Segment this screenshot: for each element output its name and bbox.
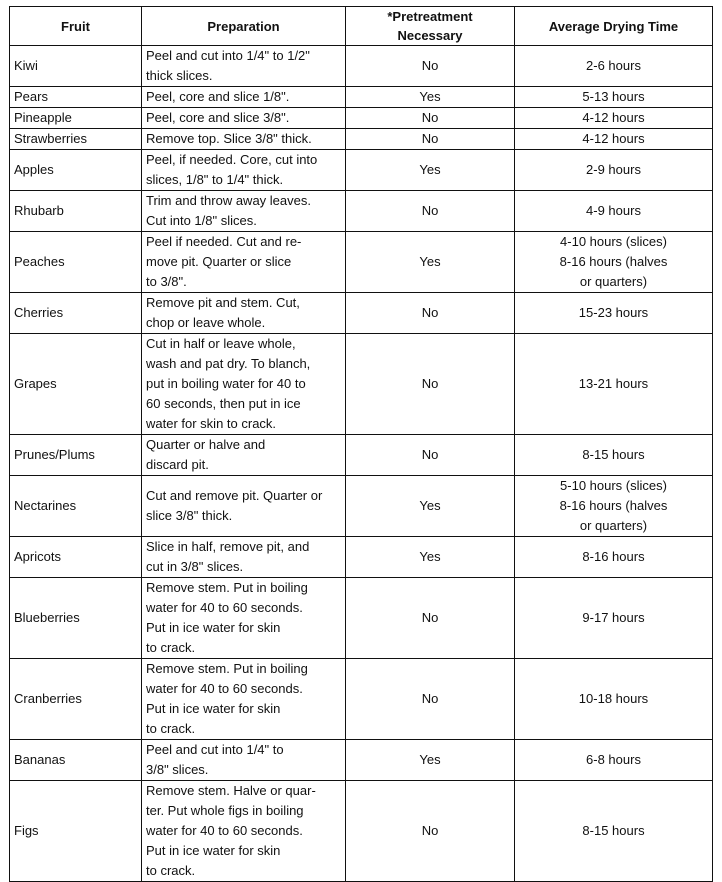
fruit-cell: Pineapple: [10, 108, 142, 129]
table-row: [10, 129, 713, 150]
preparation-cell: Remove stem. Halve or quar- ter. Put whole figs in boiling water for 40 to 60 seconds. Put in ice water for skin to crack.: [142, 781, 346, 882]
fruit-cell: Cranberries: [10, 659, 142, 740]
pretreatment-cell: Yes: [346, 537, 515, 578]
drying-time-cell: 4-12 hours: [515, 108, 713, 129]
drying-time-cell: 8-15 hours: [515, 781, 713, 882]
pretreatment-cell: No: [346, 129, 515, 150]
table-row: [10, 659, 713, 740]
header-fruit: Fruit: [10, 7, 142, 46]
pretreatment-cell: No: [346, 781, 515, 882]
pretreatment-cell: No: [346, 435, 515, 476]
table-row: [10, 191, 713, 232]
fruit-cell: Strawberries: [10, 129, 142, 150]
drying-time-cell: 5-10 hours (slices) 8-16 hours (halves or quarters): [515, 476, 713, 537]
header-preparation: Preparation: [142, 7, 346, 46]
fruit-cell: Peaches: [10, 232, 142, 293]
table-row: [10, 435, 713, 476]
pretreatment-cell: No: [346, 191, 515, 232]
preparation-cell: Peel, core and slice 3/8".: [142, 108, 346, 129]
preparation-cell: Quarter or halve and discard pit.: [142, 435, 346, 476]
drying-time-cell: 4-10 hours (slices) 8-16 hours (halves or quarters): [515, 232, 713, 293]
table-row: [10, 108, 713, 129]
preparation-cell: Remove stem. Put in boiling water for 40 to 60 seconds. Put in ice water for skin to crack.: [142, 578, 346, 659]
table-row: [10, 578, 713, 659]
preparation-cell: Peel if needed. Cut and re- move pit. Quarter or slice to 3/8".: [142, 232, 346, 293]
fruit-cell: Bananas: [10, 740, 142, 781]
table-row: [10, 46, 713, 87]
pretreatment-cell: No: [346, 46, 515, 87]
pretreatment-cell: No: [346, 578, 515, 659]
preparation-cell: Remove stem. Put in boiling water for 40 to 60 seconds. Put in ice water for skin to crack.: [142, 659, 346, 740]
fruit-cell: Figs: [10, 781, 142, 882]
fruit-cell: Rhubarb: [10, 191, 142, 232]
drying-time-cell: 13-21 hours: [515, 334, 713, 435]
pretreatment-cell: No: [346, 108, 515, 129]
preparation-cell: Peel and cut into 1/4" to 1/2" thick slices.: [142, 46, 346, 87]
table-row: [10, 476, 713, 537]
table-row: [10, 334, 713, 435]
pretreatment-cell: No: [346, 293, 515, 334]
pretreatment-cell: No: [346, 659, 515, 740]
preparation-cell: Peel, core and slice 1/8".: [142, 87, 346, 108]
fruit-cell: Nectarines: [10, 476, 142, 537]
preparation-cell: Peel, if needed. Core, cut into slices, 1/8" to 1/4" thick.: [142, 150, 346, 191]
pretreatment-cell: Yes: [346, 232, 515, 293]
fruit-cell: Apples: [10, 150, 142, 191]
drying-time-cell: 15-23 hours: [515, 293, 713, 334]
drying-time-cell: 9-17 hours: [515, 578, 713, 659]
pretreatment-cell: Yes: [346, 87, 515, 108]
header-pretreatment: *Pretreatment Necessary: [346, 7, 515, 46]
table-row: [10, 537, 713, 578]
fruit-cell: Kiwi: [10, 46, 142, 87]
preparation-cell: Cut and remove pit. Quarter or slice 3/8" thick.: [142, 476, 346, 537]
table-row: [10, 781, 713, 882]
preparation-cell: Remove top. Slice 3/8" thick.: [142, 129, 346, 150]
fruit-cell: Pears: [10, 87, 142, 108]
fruit-cell: Blueberries: [10, 578, 142, 659]
header-drying-time: Average Drying Time: [515, 7, 713, 46]
table-row: [10, 740, 713, 781]
fruit-cell: Apricots: [10, 537, 142, 578]
table-row: [10, 87, 713, 108]
drying-time-cell: 8-15 hours: [515, 435, 713, 476]
preparation-cell: Slice in half, remove pit, and cut in 3/8" slices.: [142, 537, 346, 578]
preparation-cell: Peel and cut into 1/4" to 3/8" slices.: [142, 740, 346, 781]
pretreatment-cell: Yes: [346, 476, 515, 537]
table-row: [10, 232, 713, 293]
drying-time-cell: 4-12 hours: [515, 129, 713, 150]
table-row: [10, 150, 713, 191]
drying-time-cell: 2-9 hours: [515, 150, 713, 191]
drying-time-cell: 4-9 hours: [515, 191, 713, 232]
preparation-cell: Trim and throw away leaves. Cut into 1/8" slices.: [142, 191, 346, 232]
fruit-cell: Cherries: [10, 293, 142, 334]
drying-time-cell: 5-13 hours: [515, 87, 713, 108]
fruit-cell: Prunes/Plums: [10, 435, 142, 476]
drying-time-cell: 2-6 hours: [515, 46, 713, 87]
pretreatment-cell: No: [346, 334, 515, 435]
table-row: [10, 293, 713, 334]
drying-time-cell: 10-18 hours: [515, 659, 713, 740]
pretreatment-cell: Yes: [346, 740, 515, 781]
fruit-drying-table: [9, 6, 713, 882]
drying-time-cell: 6-8 hours: [515, 740, 713, 781]
drying-time-cell: 8-16 hours: [515, 537, 713, 578]
pretreatment-cell: Yes: [346, 150, 515, 191]
fruit-cell: Grapes: [10, 334, 142, 435]
preparation-cell: Cut in half or leave whole, wash and pat dry. To blanch, put in boiling water for 40 to 60 seconds, then put in ice water for skin to crack.: [142, 334, 346, 435]
header-row: [10, 7, 713, 46]
preparation-cell: Remove pit and stem. Cut, chop or leave whole.: [142, 293, 346, 334]
